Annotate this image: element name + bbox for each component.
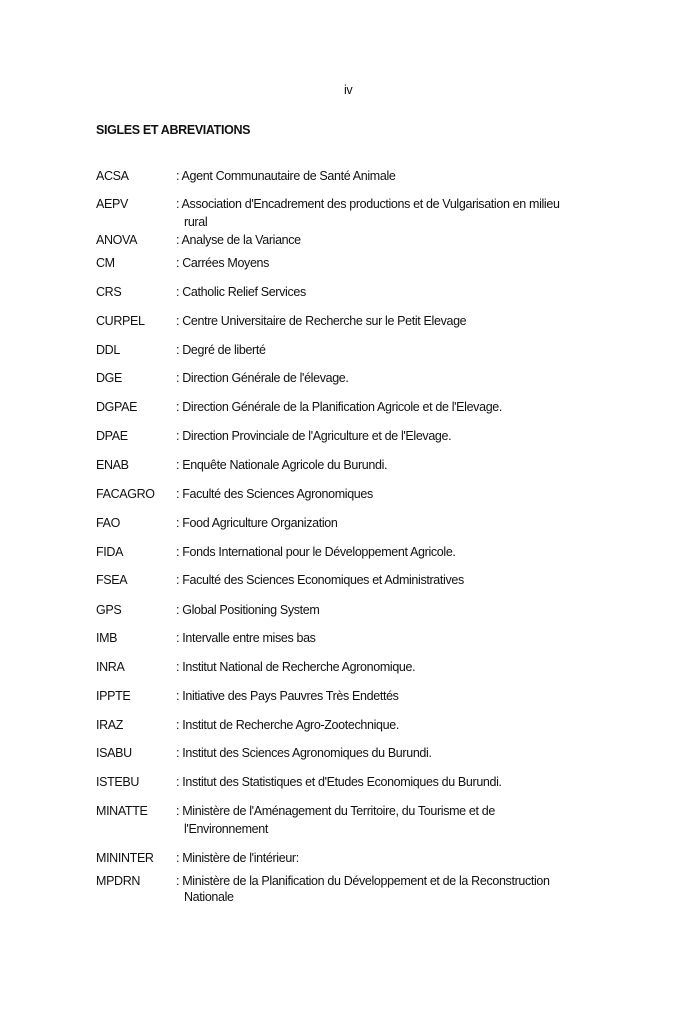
abbreviation-definition: : Catholic Relief Services: [176, 285, 306, 299]
abbreviation-term: INRA: [96, 660, 125, 674]
abbreviation-term: AEPV: [96, 197, 128, 211]
abbreviation-term: DPAE: [96, 429, 128, 443]
abbreviation-definition: : Direction Générale de la Planification Agricole et de l'Elevage.: [176, 400, 503, 414]
abbreviation-definition: : Direction Provinciale de l'Agriculture et de l'Elevage.: [176, 429, 452, 443]
abbreviation-definition: : Ministère de la Planification du Développement et de la Reconstruction: [176, 874, 550, 888]
abbreviation-definition: : Enquête Nationale Agricole du Burundi.: [176, 458, 388, 472]
abbreviation-definition: : Centre Universitaire de Recherche sur le Petit Elevage: [176, 314, 467, 328]
abbreviation-definition: : Analyse de la Variance: [176, 233, 301, 247]
abbreviation-definition: : Carrées Moyens: [176, 256, 270, 270]
abbreviation-definition: : Institut National de Recherche Agronomique.: [176, 660, 416, 674]
abbreviation-definition: : Institut des Statistiques et d'Etudes Economiques du Burundi.: [176, 775, 502, 789]
abbreviation-term: FACAGRO: [96, 487, 155, 501]
abbreviation-definition: : Food Agriculture Organization: [176, 516, 338, 530]
abbreviation-term: FSEA: [96, 573, 128, 587]
abbreviation-definition: : Ministère de l'Aménagement du Territoire, du Tourisme et de: [176, 804, 495, 818]
abbreviation-term: ENAB: [96, 458, 129, 472]
abbreviation-definition: : Initiative des Pays Pauvres Très Endettés: [176, 689, 399, 703]
abbreviation-term: IMB: [96, 631, 118, 645]
abbreviation-term: ACSA: [96, 169, 129, 183]
abbreviation-term: ANOVA: [96, 233, 138, 247]
abbreviation-term: DGE: [96, 371, 123, 385]
abbreviation-definition: : Degré de liberté: [176, 343, 266, 357]
abbreviation-term: MINATTE: [96, 804, 148, 818]
abbreviation-term: FIDA: [96, 545, 124, 559]
abbreviation-definition: : Faculté des Sciences Economiques et Administratives: [176, 573, 464, 587]
abbreviation-definition: : Direction Générale de l'élevage.: [176, 371, 349, 385]
abbreviation-term: CRS: [96, 285, 122, 299]
abbreviation-term: DGPAE: [96, 400, 138, 414]
abbreviation-term: FAO: [96, 516, 120, 530]
abbreviation-term: ISABU: [96, 746, 132, 760]
abbreviation-definition: : Global Positioning System: [176, 603, 320, 617]
abbreviation-term: IRAZ: [96, 718, 124, 732]
page-title: SIGLES ET ABREVIATIONS: [96, 123, 251, 137]
abbreviation-definition-continued: rural: [184, 215, 208, 229]
abbreviation-definition-continued: l'Environnement: [184, 822, 268, 836]
abbreviation-definition: : Association d'Encadrement des productions et de Vulgarisation en milieu: [176, 197, 560, 211]
abbreviation-term: DDL: [96, 343, 120, 357]
abbreviation-term: GPS: [96, 603, 122, 617]
abbreviation-definition: : Faculté des Sciences Agronomiques: [176, 487, 373, 501]
abbreviation-definition: : Fonds International pour le Développement Agricole.: [176, 545, 456, 559]
abbreviation-definition: : Institut de Recherche Agro-Zootechnique.: [176, 718, 399, 732]
abbreviation-definition: : Agent Communautaire de Santé Animale: [176, 169, 396, 183]
abbreviation-term: CURPEL: [96, 314, 145, 328]
abbreviation-term: IPPTE: [96, 689, 131, 703]
abbreviation-term: CM: [96, 256, 115, 270]
abbreviation-term: MPDRN: [96, 874, 141, 888]
abbreviation-term: MININTER: [96, 851, 154, 865]
abbreviation-definition: : Intervalle entre mises bas: [176, 631, 316, 645]
page-number: iv: [344, 83, 353, 97]
abbreviation-term: ISTEBU: [96, 775, 140, 789]
abbreviation-definition: : Ministère de l'intérieur:: [176, 851, 299, 865]
abbreviation-definition-continued: Nationale: [184, 890, 234, 904]
abbreviation-definition: : Institut des Sciences Agronomiques du Burundi.: [176, 746, 432, 760]
